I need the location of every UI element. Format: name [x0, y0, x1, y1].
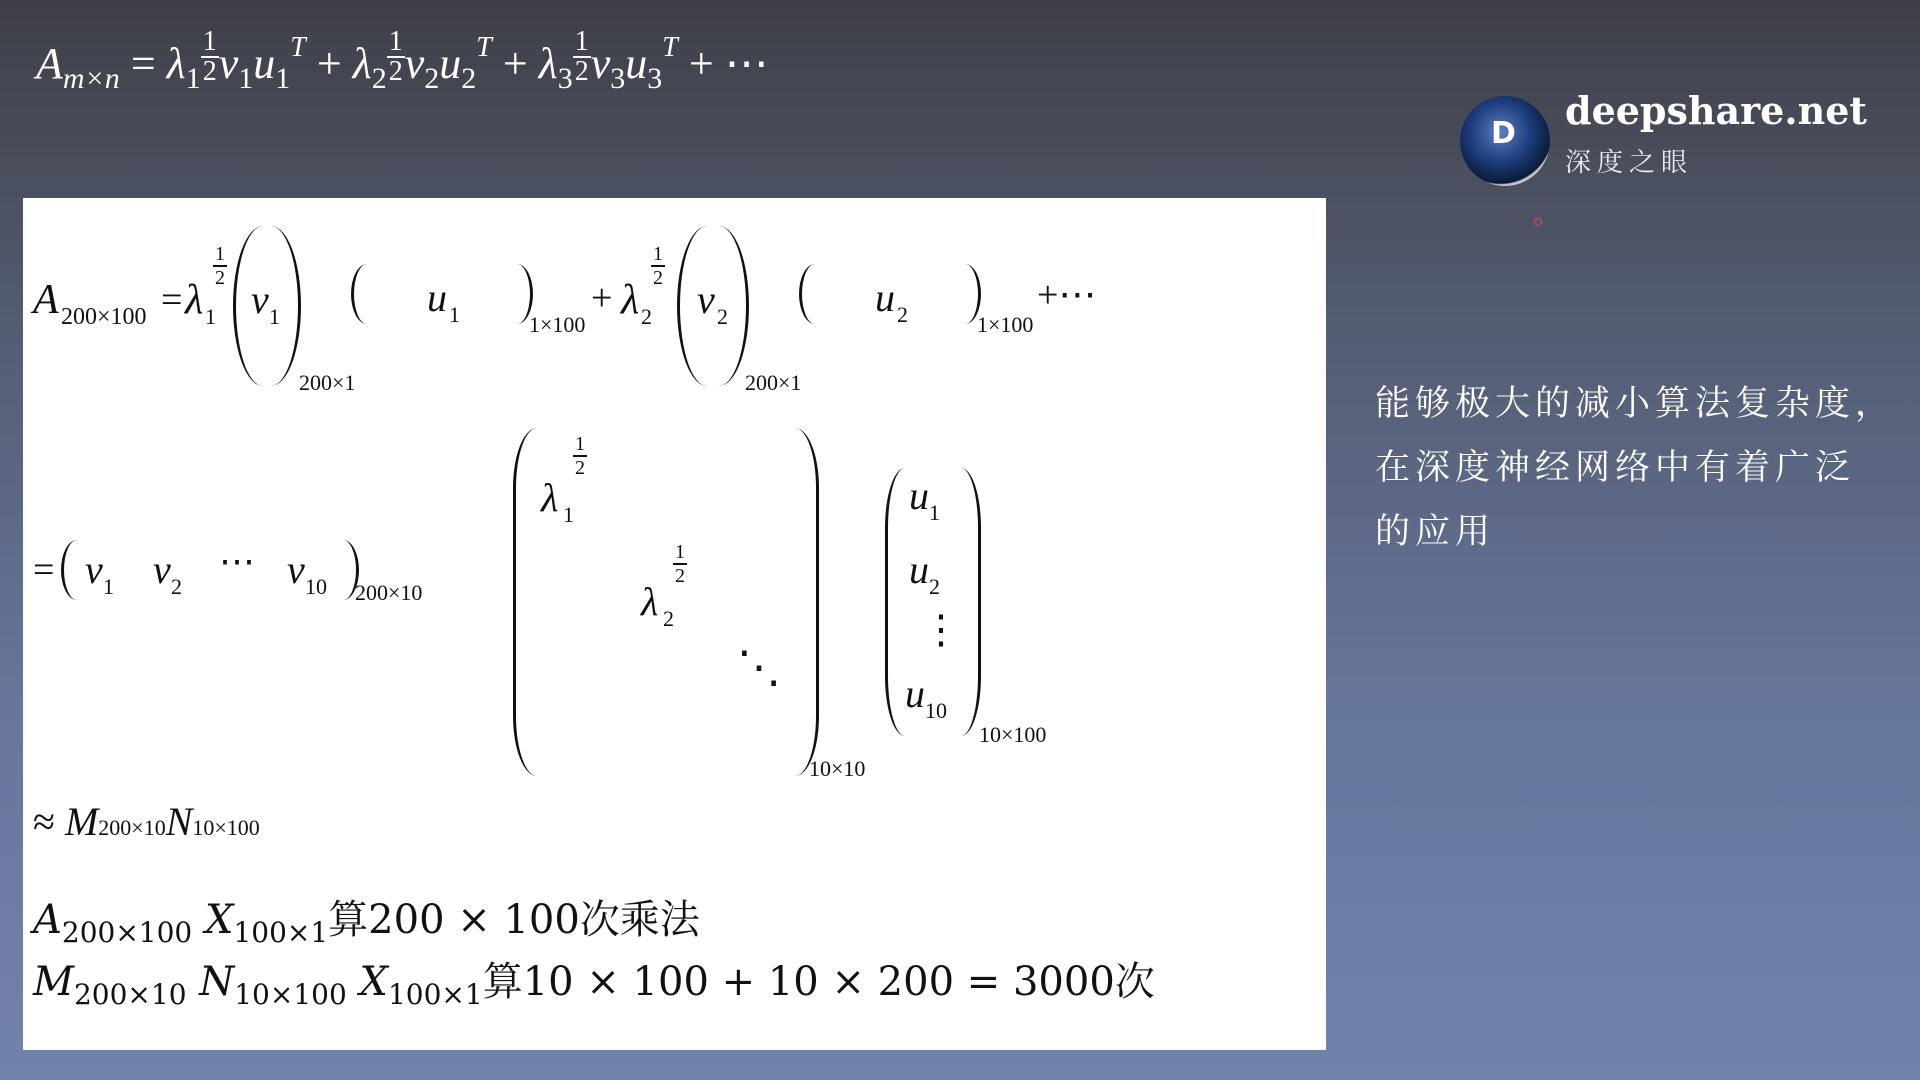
plus-2: +: [502, 39, 528, 88]
plus-1: +: [316, 39, 342, 88]
line1-v1-dim: 200×1: [299, 370, 356, 395]
line2-v10: v: [287, 547, 305, 592]
term1-u-sub: 1: [275, 62, 291, 95]
diag-matrix-bracket: [513, 428, 819, 776]
diag-dim: 10×10: [809, 756, 866, 781]
half-den: 2: [675, 565, 685, 587]
side-text-line-3: 的应用: [1375, 512, 1496, 552]
half-den: 2: [388, 56, 403, 87]
half-num: 1: [675, 541, 685, 563]
term3-lambda-sub: 3: [557, 62, 573, 95]
cost-line-original: [33, 888, 700, 949]
u-col-u1-sub: 1: [929, 500, 940, 525]
u-col-u10: u: [905, 671, 925, 716]
diag-lambda2: λ: [641, 579, 659, 624]
line1-v2-dim: 200×1: [745, 370, 802, 395]
term3-lambda: λ: [538, 39, 558, 88]
line1-lambda2: λ: [621, 277, 640, 323]
diag-half-1: [573, 434, 587, 478]
u-col-u2: u: [909, 547, 929, 592]
line1-tail: +⋯: [1037, 274, 1097, 316]
expansion-line: [33, 216, 1323, 395]
term2-transpose: T: [476, 32, 492, 63]
term3-u-sub: 3: [647, 62, 663, 95]
u-col-u10-sub: 10: [925, 698, 947, 723]
half-num: 1: [388, 26, 403, 57]
line1-lambda1-sub: 1: [205, 304, 216, 329]
side-text-line-1: 能够极大的减小算法复杂度，: [1375, 384, 1896, 424]
brand-name: deepshare.net: [1565, 88, 1867, 133]
half-den: 2: [653, 267, 663, 289]
side-description: [1375, 372, 1915, 564]
line1-u2: u: [875, 275, 895, 320]
line1-u1-dim: 1×100: [529, 312, 586, 337]
line1-u1-sub: 1: [449, 302, 460, 327]
line2-v10-sub: 10: [305, 574, 327, 599]
diag-lambda2-sub: 2: [663, 606, 674, 631]
diag-lambda1: λ: [541, 475, 559, 520]
term3-transpose: T: [662, 32, 678, 63]
formula-panel: [23, 198, 1326, 1050]
term1-v-sub: 1: [238, 62, 254, 95]
term1-transpose: T: [290, 32, 306, 63]
term3-u: u: [625, 39, 648, 88]
term2-v-sub: 2: [424, 62, 440, 95]
line2-eq: =: [33, 549, 55, 591]
half-num: 1: [215, 243, 225, 265]
matrix-line: [33, 428, 1323, 788]
line2-v1-sub: 1: [103, 574, 114, 599]
term3-v-sub: 3: [610, 62, 626, 95]
term2-lambda-sub: 2: [371, 62, 387, 95]
line1-plus: +: [591, 277, 613, 319]
line5-x-sub: 100×1: [387, 978, 483, 1011]
approx-sign: ≈: [33, 799, 55, 844]
line1-eq: =: [161, 279, 183, 321]
diag-half-2: [673, 542, 687, 586]
line5-n: N: [199, 959, 235, 1005]
line1-v2-sub: 2: [717, 304, 728, 329]
line2-v2: v: [153, 547, 171, 592]
u-col-u1: u: [909, 473, 929, 518]
line1-u2-sub: 2: [897, 302, 908, 327]
term3-half: [573, 28, 591, 86]
line2-v1: v: [85, 547, 103, 592]
approx-line: [33, 798, 260, 845]
formula-a-sub: m×n: [62, 62, 120, 95]
line5-m: M: [33, 959, 74, 1005]
line1-v2: v: [697, 277, 715, 322]
line2-v-dots: ⋯: [219, 541, 255, 581]
line3-n-sub: 10×100: [192, 815, 260, 840]
side-text-line-2: 在深度神经网络中有着广泛: [1375, 448, 1856, 488]
term2-u-sub: 2: [461, 62, 477, 95]
line5-m-sub: 200×10: [73, 978, 187, 1011]
term2-u: u: [439, 39, 462, 88]
line4-x: X: [204, 897, 234, 943]
line5-n-sub: 10×100: [234, 978, 347, 1011]
term1-lambda: λ: [166, 39, 186, 88]
line1-v1: v: [251, 277, 269, 322]
line1-lambda2-sub: 2: [641, 304, 652, 329]
line1-lambda1: λ: [185, 277, 204, 323]
u-col-dots: ⋮: [921, 607, 961, 652]
top-formula: [36, 28, 769, 96]
line4-a: A: [33, 897, 62, 943]
term1-lambda-sub: 1: [185, 62, 201, 95]
half-num: 1: [653, 243, 663, 265]
line1-a: A: [33, 277, 59, 323]
half-den: 2: [202, 56, 217, 87]
line5-text: 算10 × 100 + 10 × 200 = 3000次: [482, 959, 1155, 1005]
line3-m-sub: 200×10: [98, 815, 166, 840]
u-col-dim: 10×100: [979, 722, 1047, 747]
line3-n: N: [165, 799, 193, 844]
line2-v-dim: 200×10: [355, 580, 423, 605]
diag-lambda1-sub: 1: [563, 502, 574, 527]
line4-x-sub: 100×1: [233, 916, 329, 949]
diag-dots: ⋱: [737, 643, 781, 692]
term1-half: [201, 28, 219, 86]
line5-x: X: [359, 959, 388, 1005]
term2-v: v: [404, 39, 425, 88]
u-col-u2-sub: 2: [929, 574, 940, 599]
line4-text: 算200 × 100次乘法: [328, 897, 700, 943]
line1-u2-dim: 1×100: [977, 312, 1034, 337]
formula-eq: =: [130, 39, 156, 88]
term3-v: v: [590, 39, 611, 88]
formula-ellipsis: + ⋯: [688, 39, 769, 88]
logo-letter: D: [1491, 116, 1516, 151]
half-num: 1: [202, 26, 217, 57]
cost-line-approx: [33, 950, 1155, 1011]
line1-v1-sub: 1: [269, 304, 280, 329]
half-num: 1: [574, 26, 589, 57]
line4-a-sub: 200×100: [61, 916, 193, 949]
formula-a: A: [36, 39, 63, 88]
line1-u1: u: [427, 275, 447, 320]
line3-m: M: [64, 799, 99, 844]
line2-v2-sub: 2: [171, 574, 182, 599]
half-num: 1: [575, 433, 585, 455]
half-den: 2: [574, 56, 589, 87]
term2-lambda: λ: [352, 39, 372, 88]
brand-name-cn: 深度之眼: [1565, 148, 1694, 178]
line1-a-sub: 200×100: [61, 304, 147, 330]
term1-u: u: [253, 39, 276, 88]
half-den: 2: [215, 267, 225, 289]
line1-half-1: [213, 244, 227, 288]
term2-half: [387, 28, 405, 86]
line1-half-2: [651, 244, 665, 288]
half-den: 2: [575, 457, 585, 479]
red-dot-marker: [1534, 218, 1542, 226]
term1-v: v: [218, 39, 239, 88]
